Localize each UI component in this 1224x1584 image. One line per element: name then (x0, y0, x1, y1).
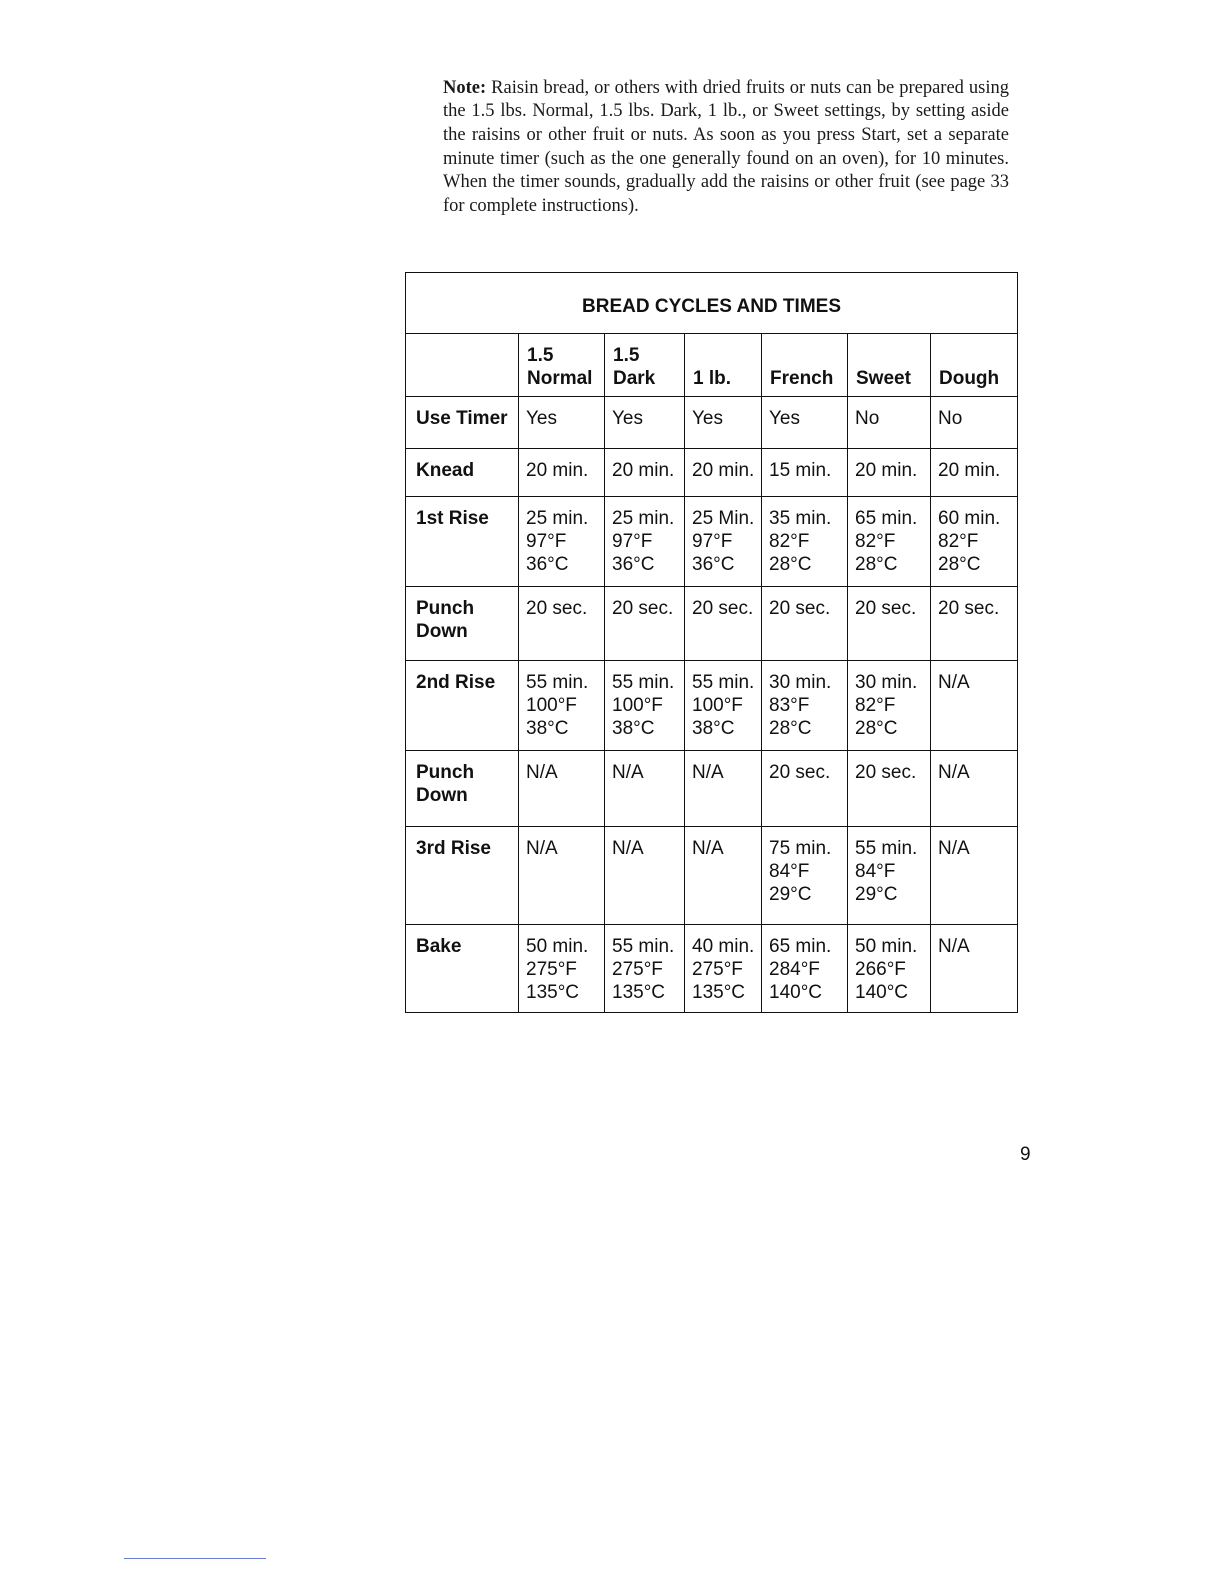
column-header-1.5-normal: 1.5 Normal (519, 334, 605, 397)
table-cell: 20 min. (605, 449, 685, 497)
table-cell: 25 min. 97°F 36°C (605, 497, 685, 587)
row-label: 2nd Rise (406, 661, 519, 751)
table-title: BREAD CYCLES AND TIMES (406, 273, 1018, 334)
table-cell: N/A (931, 925, 1018, 1013)
table-row-bake (406, 925, 1018, 1013)
table-cell: 60 min. 82°F 28°C (931, 497, 1018, 587)
table-cell: Yes (605, 397, 685, 449)
divider-line (124, 1558, 266, 1559)
table-cell: 55 min. 84°F 29°C (848, 827, 931, 925)
column-header-french: French (762, 334, 848, 397)
table-cell: 20 min. (519, 449, 605, 497)
note-text: Raisin bread, or others with dried fruits or nuts can be prepared using the 1.5 lbs. Normal, 1.5 lbs. Dark, 1 lb., or Sweet settings, by setting aside the raisins or other fruit or nuts. As soon as you press Start, set a separate minute timer (such as the one generally found on an oven), for 10 minutes. When the timer sounds, gradually add the raisins or other fruit (see page 33 for complete instructions). (443, 77, 1009, 217)
table-cell: N/A (931, 661, 1018, 751)
table-cell: 20 sec. (848, 751, 931, 827)
table-cell: N/A (685, 827, 762, 925)
table-cell: 50 min. 266°F 140°C (848, 925, 931, 1013)
table-cell: 35 min. 82°F 28°C (762, 497, 848, 587)
table-cell: 65 min. 284°F 140°C (762, 925, 848, 1013)
corner-cell (406, 334, 519, 397)
table-cell: N/A (519, 751, 605, 827)
table-cell: 25 Min. 97°F 36°C (685, 497, 762, 587)
table-cell: 55 min. 275°F 135°C (605, 925, 685, 1013)
table-row-1st-rise (406, 497, 1018, 587)
table-row-punch-down-2 (406, 751, 1018, 827)
table-cell: 55 min. 100°F 38°C (685, 661, 762, 751)
note-label: Note: (443, 77, 487, 98)
column-header-1.5-dark: 1.5 Dark (605, 334, 685, 397)
table-cell: N/A (685, 751, 762, 827)
table-cell: 50 min. 275°F 135°C (519, 925, 605, 1013)
row-label: Punch Down (406, 587, 519, 661)
table-cell: N/A (931, 751, 1018, 827)
table-cell: 30 min. 83°F 28°C (762, 661, 848, 751)
table-row-use-timer (406, 397, 1018, 449)
table-cell: Yes (685, 397, 762, 449)
table-row-2nd-rise (406, 661, 1018, 751)
table-cell: Yes (762, 397, 848, 449)
table-row-knead (406, 449, 1018, 497)
table-cell: 20 sec. (519, 587, 605, 661)
row-label: Punch Down (406, 751, 519, 827)
column-header-sweet: Sweet (848, 334, 931, 397)
table-cell: 75 min. 84°F 29°C (762, 827, 848, 925)
column-header-dough: Dough (931, 334, 1018, 397)
column-header-1-lb: 1 lb. (685, 334, 762, 397)
row-label: Bake (406, 925, 519, 1013)
table-cell: N/A (519, 827, 605, 925)
table-cell: 20 min. (931, 449, 1018, 497)
table-cell: 40 min. 275°F 135°C (685, 925, 762, 1013)
table-cell: 65 min. 82°F 28°C (848, 497, 931, 587)
table-cell: 20 min. (848, 449, 931, 497)
table-cell: 20 sec. (848, 587, 931, 661)
row-label: 3rd Rise (406, 827, 519, 925)
row-label: Knead (406, 449, 519, 497)
table-cell: 55 min. 100°F 38°C (519, 661, 605, 751)
row-label: 1st Rise (406, 497, 519, 587)
table-cell: No (931, 397, 1018, 449)
table-cell: N/A (605, 827, 685, 925)
table-cell: 20 sec. (685, 587, 762, 661)
table-row-punch-down (406, 587, 1018, 661)
table-cell: 30 min. 82°F 28°C (848, 661, 931, 751)
table-row-3rd-rise (406, 827, 1018, 925)
table-cell: No (848, 397, 931, 449)
column-header-row (406, 334, 1018, 397)
table-cell: 20 min. (685, 449, 762, 497)
table-cell: 20 sec. (762, 751, 848, 827)
table-cell: 20 sec. (931, 587, 1018, 661)
page-number: 9 (1020, 1144, 1031, 1165)
table-cell: 20 sec. (762, 587, 848, 661)
table-cell: 25 min. 97°F 36°C (519, 497, 605, 587)
table-cell: 55 min. 100°F 38°C (605, 661, 685, 751)
table-cell: N/A (605, 751, 685, 827)
row-label: Use Timer (406, 397, 519, 449)
note-paragraph (443, 77, 1009, 219)
table-cell: 15 min. (762, 449, 848, 497)
bread-cycles-table (405, 272, 1018, 1013)
table-cell: N/A (931, 827, 1018, 925)
table-cell: Yes (519, 397, 605, 449)
table-cell: 20 sec. (605, 587, 685, 661)
